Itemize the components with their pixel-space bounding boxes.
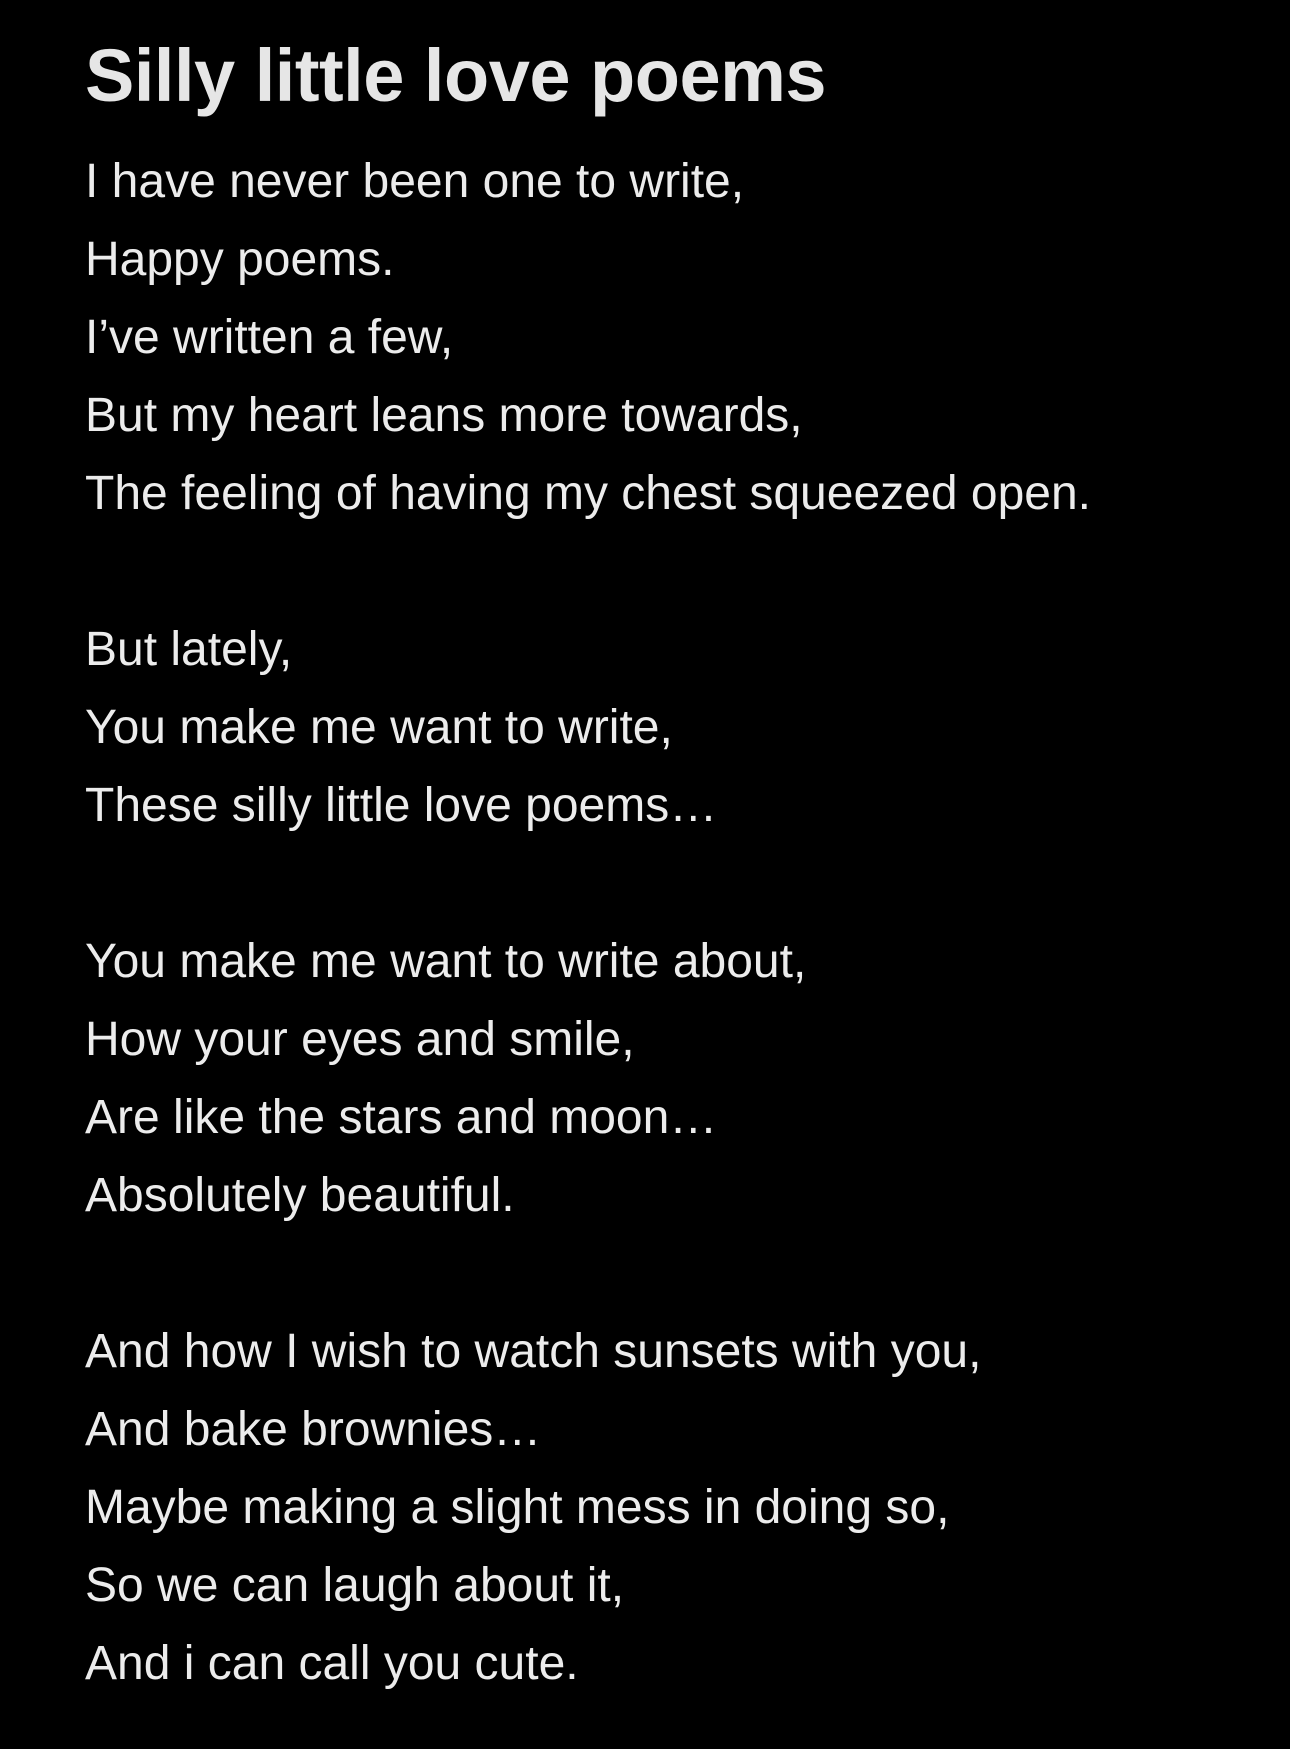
poem-line: You make me want to write, <box>85 701 673 754</box>
poem-line: You make me want to write about, <box>85 935 807 988</box>
poem-line: Are like the stars and moon… <box>85 1091 718 1144</box>
poem-line: These silly little love poems… <box>85 779 718 832</box>
blank-line <box>85 845 1265 923</box>
note-content[interactable] <box>85 0 1265 1703</box>
poem-line: The feeling of having my chest squeezed open. <box>85 467 1091 520</box>
note-body[interactable] <box>85 143 1265 1703</box>
poem-line: Happy poems. <box>85 233 395 286</box>
poem-line: And bake brownies… <box>85 1403 542 1456</box>
poem-line: But my heart leans more towards, <box>85 389 803 442</box>
poem-line: Absolutely beautiful. <box>85 1169 515 1222</box>
poem-line: And how I wish to watch sunsets with you, <box>85 1325 982 1378</box>
poem-line: And i can call you cute. <box>85 1637 579 1690</box>
poem-line: Maybe making a slight mess in doing so, <box>85 1481 950 1534</box>
note-title[interactable]: Silly little love poems <box>85 34 827 117</box>
poem-line: How your eyes and smile, <box>85 1013 635 1066</box>
poem-line: But lately, <box>85 623 293 676</box>
blank-line <box>85 533 1265 611</box>
poem-line: So we can laugh about it, <box>85 1559 625 1612</box>
blank-line <box>85 1235 1265 1313</box>
poem-line: I have never been one to write, <box>85 155 745 208</box>
poem-line: I’ve written a few, <box>85 311 454 364</box>
